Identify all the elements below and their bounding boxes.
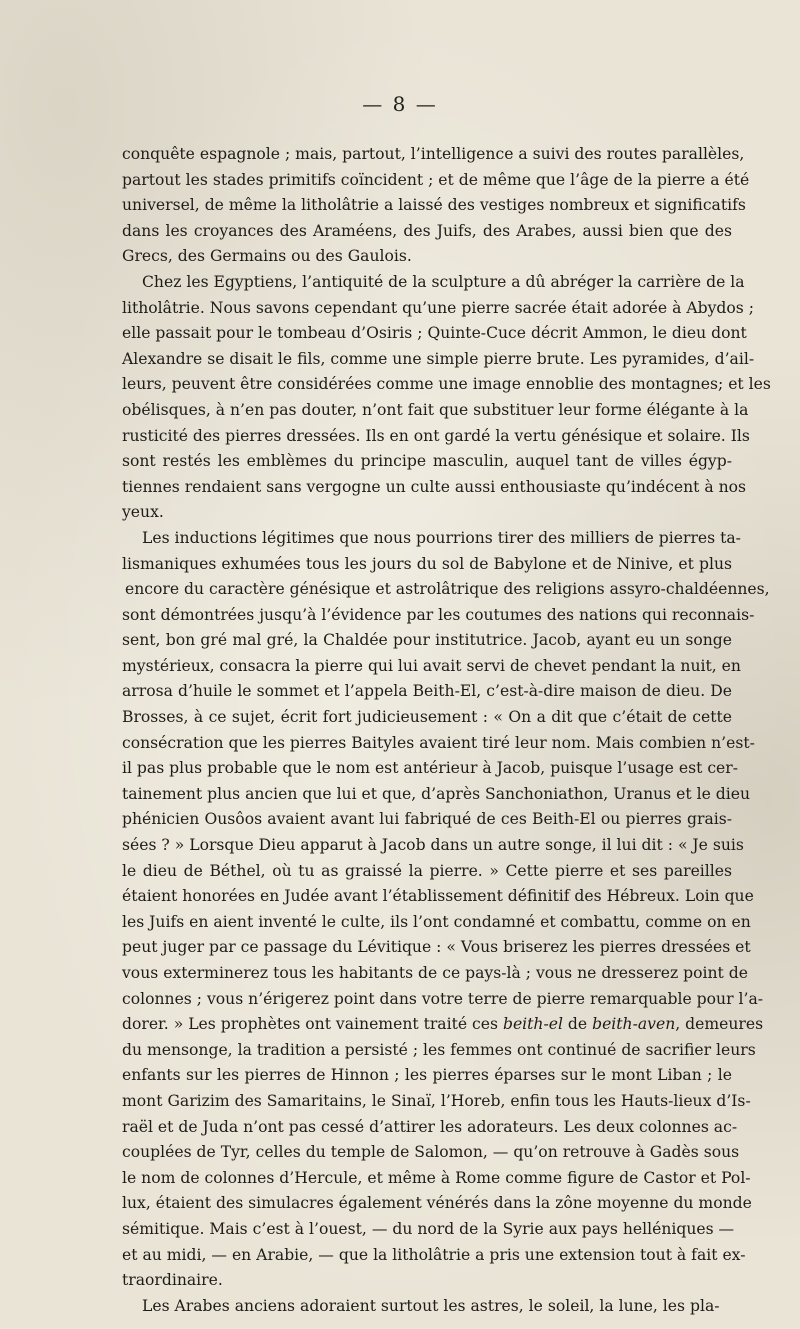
text-line: Brosses, à ce sujet, écrit fort judicieusement : « On a dit que c’était de cette: [122, 708, 732, 727]
text-line: Chez les Egyptiens, l’antiquité de la sculpture a dû abréger la carrière de la: [142, 272, 745, 291]
page-number: — 8 —: [362, 92, 438, 116]
text-line: yeux.: [122, 503, 164, 522]
text-line: mystérieux, consacra la pierre qui lui avait servi de chevet pendant la nuit, en: [122, 656, 741, 675]
text-line: sont démontrées jusqu’à l’évidence par les coutumes des nations qui reconnais-: [122, 605, 755, 624]
text-line: Grecs, des Germains ou des Gaulois.: [122, 247, 412, 266]
text-line: Les Arabes anciens adoraient surtout les astres, le soleil, la lune, les pla-: [142, 1296, 720, 1315]
text-line: étaient honorées en Judée avant l’établissement définitif des Hébreux. Loin que: [122, 887, 754, 906]
text-line: mont Garizim des Samaritains, le Sinaï, l’Horeb, enfin tous les Hauts-lieux d’Is-: [122, 1091, 751, 1110]
text-line: elle passait pour le tombeau d’Osiris ; Quinte-Cuce décrit Ammon, le dieu dont: [122, 324, 747, 343]
text-line-with-italics: [122, 1012, 764, 1038]
text-line: vous exterminerez tous les habitants de ce pays-là ; vous ne dresserez point de: [122, 964, 748, 982]
text-line: du mensonge, la tradition a persisté ; les femmes ont continué de sacrifier leurs: [122, 1040, 756, 1059]
text-line: tiennes rendaient sans vergogne un culte aussi enthousiaste qu’indécent à nos: [122, 477, 747, 496]
text-line: rusticité des pierres dressées. Ils en ont gardé la vertu génésique et solaire. Ils: [122, 426, 750, 445]
text-line: lismaniques exhumées tous les jours du sol de Babylone et de Ninive, et plus: [122, 554, 732, 573]
text-line: lux, étaient des simulacres également vénérés dans la zône moyenne du monde: [122, 1194, 752, 1213]
text-line: tainement plus ancien que lui et que, d’après Sanchoniathon, Uranus et le dieu: [122, 784, 750, 803]
text-line: conquête espagnole ; mais, partout, l’intelligence a suivi des routes parallèles,: [122, 145, 745, 163]
text-segment: , demeures: [675, 1015, 764, 1034]
text-line: consécration que les pierres Baityles avaient tiré leur nom. Mais combien n’est-: [122, 733, 755, 752]
text-line: dans les croyances des Araméens, des Juifs, des Arabes, aussi bien que des: [122, 221, 732, 240]
text-line: Les inductions légitimes que nous pourrions tirer des milliers de pierres ta-: [142, 528, 741, 547]
text-line: traordinaire.: [122, 1271, 223, 1290]
text-segment: dorer. » Les prophètes ont vainement traité ces: [122, 1015, 503, 1034]
text-line: le dieu de Béthel, où tu as graissé la pierre. » Cette pierre et ses pareilles: [122, 861, 732, 880]
text-line: sont restés les emblèmes du principe masculin, auquel tant de villes égyp-: [122, 452, 732, 471]
text-line: universel, de même la litholâtrie a laissé des vestiges nombreux et significatifs: [122, 196, 746, 215]
text-line: et au midi, — en Arabie, — que la litholâtrie a pris une extension tout à fait ex-: [122, 1245, 746, 1264]
text-line: colonnes ; vous n’érigerez point dans votre terre de pierre remarquable pour l’a-: [122, 989, 764, 1008]
text-line: sent, bon gré mal gré, la Chaldée pour institutrice. Jacob, ayant eu un songe: [122, 631, 732, 650]
text-line: phénicien Ousôos avaient avant lui fabriqué de ces Beith-El ou pierres grais-: [122, 810, 732, 829]
text-segment: de: [562, 1015, 593, 1034]
text-line: litholâtrie. Nous savons cependant qu’une pierre sacrée était adorée à Abydos ;: [122, 298, 754, 317]
text-line: les Juifs en aient inventé le culte, ils l’ont condamné et combattu, comme on en: [122, 912, 751, 931]
text-line: partout les stades primitifs coïncident ; et de même que l’âge de la pierre a été: [122, 170, 750, 189]
text-line: encore du caractère génésique et astrolâtrique des religions assyro-chaldéennes,: [125, 580, 770, 599]
text-line: enfants sur les pierres de Hinnon ; les pierres éparses sur le mont Liban ; le: [122, 1066, 732, 1085]
text-line: sées ? » Lorsque Dieu apparut à Jacob dans un autre songe, il lui dit : « Je suis: [122, 836, 744, 855]
text-line: il pas plus probable que le nom est antérieur à Jacob, puisque l’usage est cer-: [122, 759, 739, 778]
text-line: obélisques, à n’en pas douter, n’ont fait que substituer leur forme élégante à la: [122, 400, 749, 419]
text-line: le nom de colonnes d’Hercule, et même à Rome comme figure de Castor et Pol-: [122, 1168, 751, 1187]
text-line: leurs, peuvent être considérées comme une image ennoblie des montagnes; et les: [122, 375, 771, 394]
text-line: peut juger par ce passage du Lévitique : « Vous briserez les pierres dressées et: [122, 938, 751, 957]
text-line: raël et de Juda n’ont pas cessé d’attirer les adorateurs. Les deux colonnes ac-: [122, 1117, 738, 1136]
italic-term-beith-el: beith-el: [502, 1015, 563, 1034]
text-line: arrosa d’huile le sommet et l’appela Beith-El, c’est-à-dire maison de dieu. De: [122, 682, 732, 701]
body-text: [122, 142, 771, 1319]
italic-term-beith-aven: beith-aven: [592, 1015, 676, 1034]
text-line: couplées de Tyr, celles du temple de Salomon, — qu’on retrouve à Gadès sous: [122, 1143, 740, 1162]
text-line: Alexandre se disait le fils, comme une simple pierre brute. Les pyramides, d’ail-: [122, 349, 755, 368]
text-line: sémitique. Mais c’est à l’ouest, — du nord de la Syrie aux pays helléniques —: [122, 1219, 735, 1238]
